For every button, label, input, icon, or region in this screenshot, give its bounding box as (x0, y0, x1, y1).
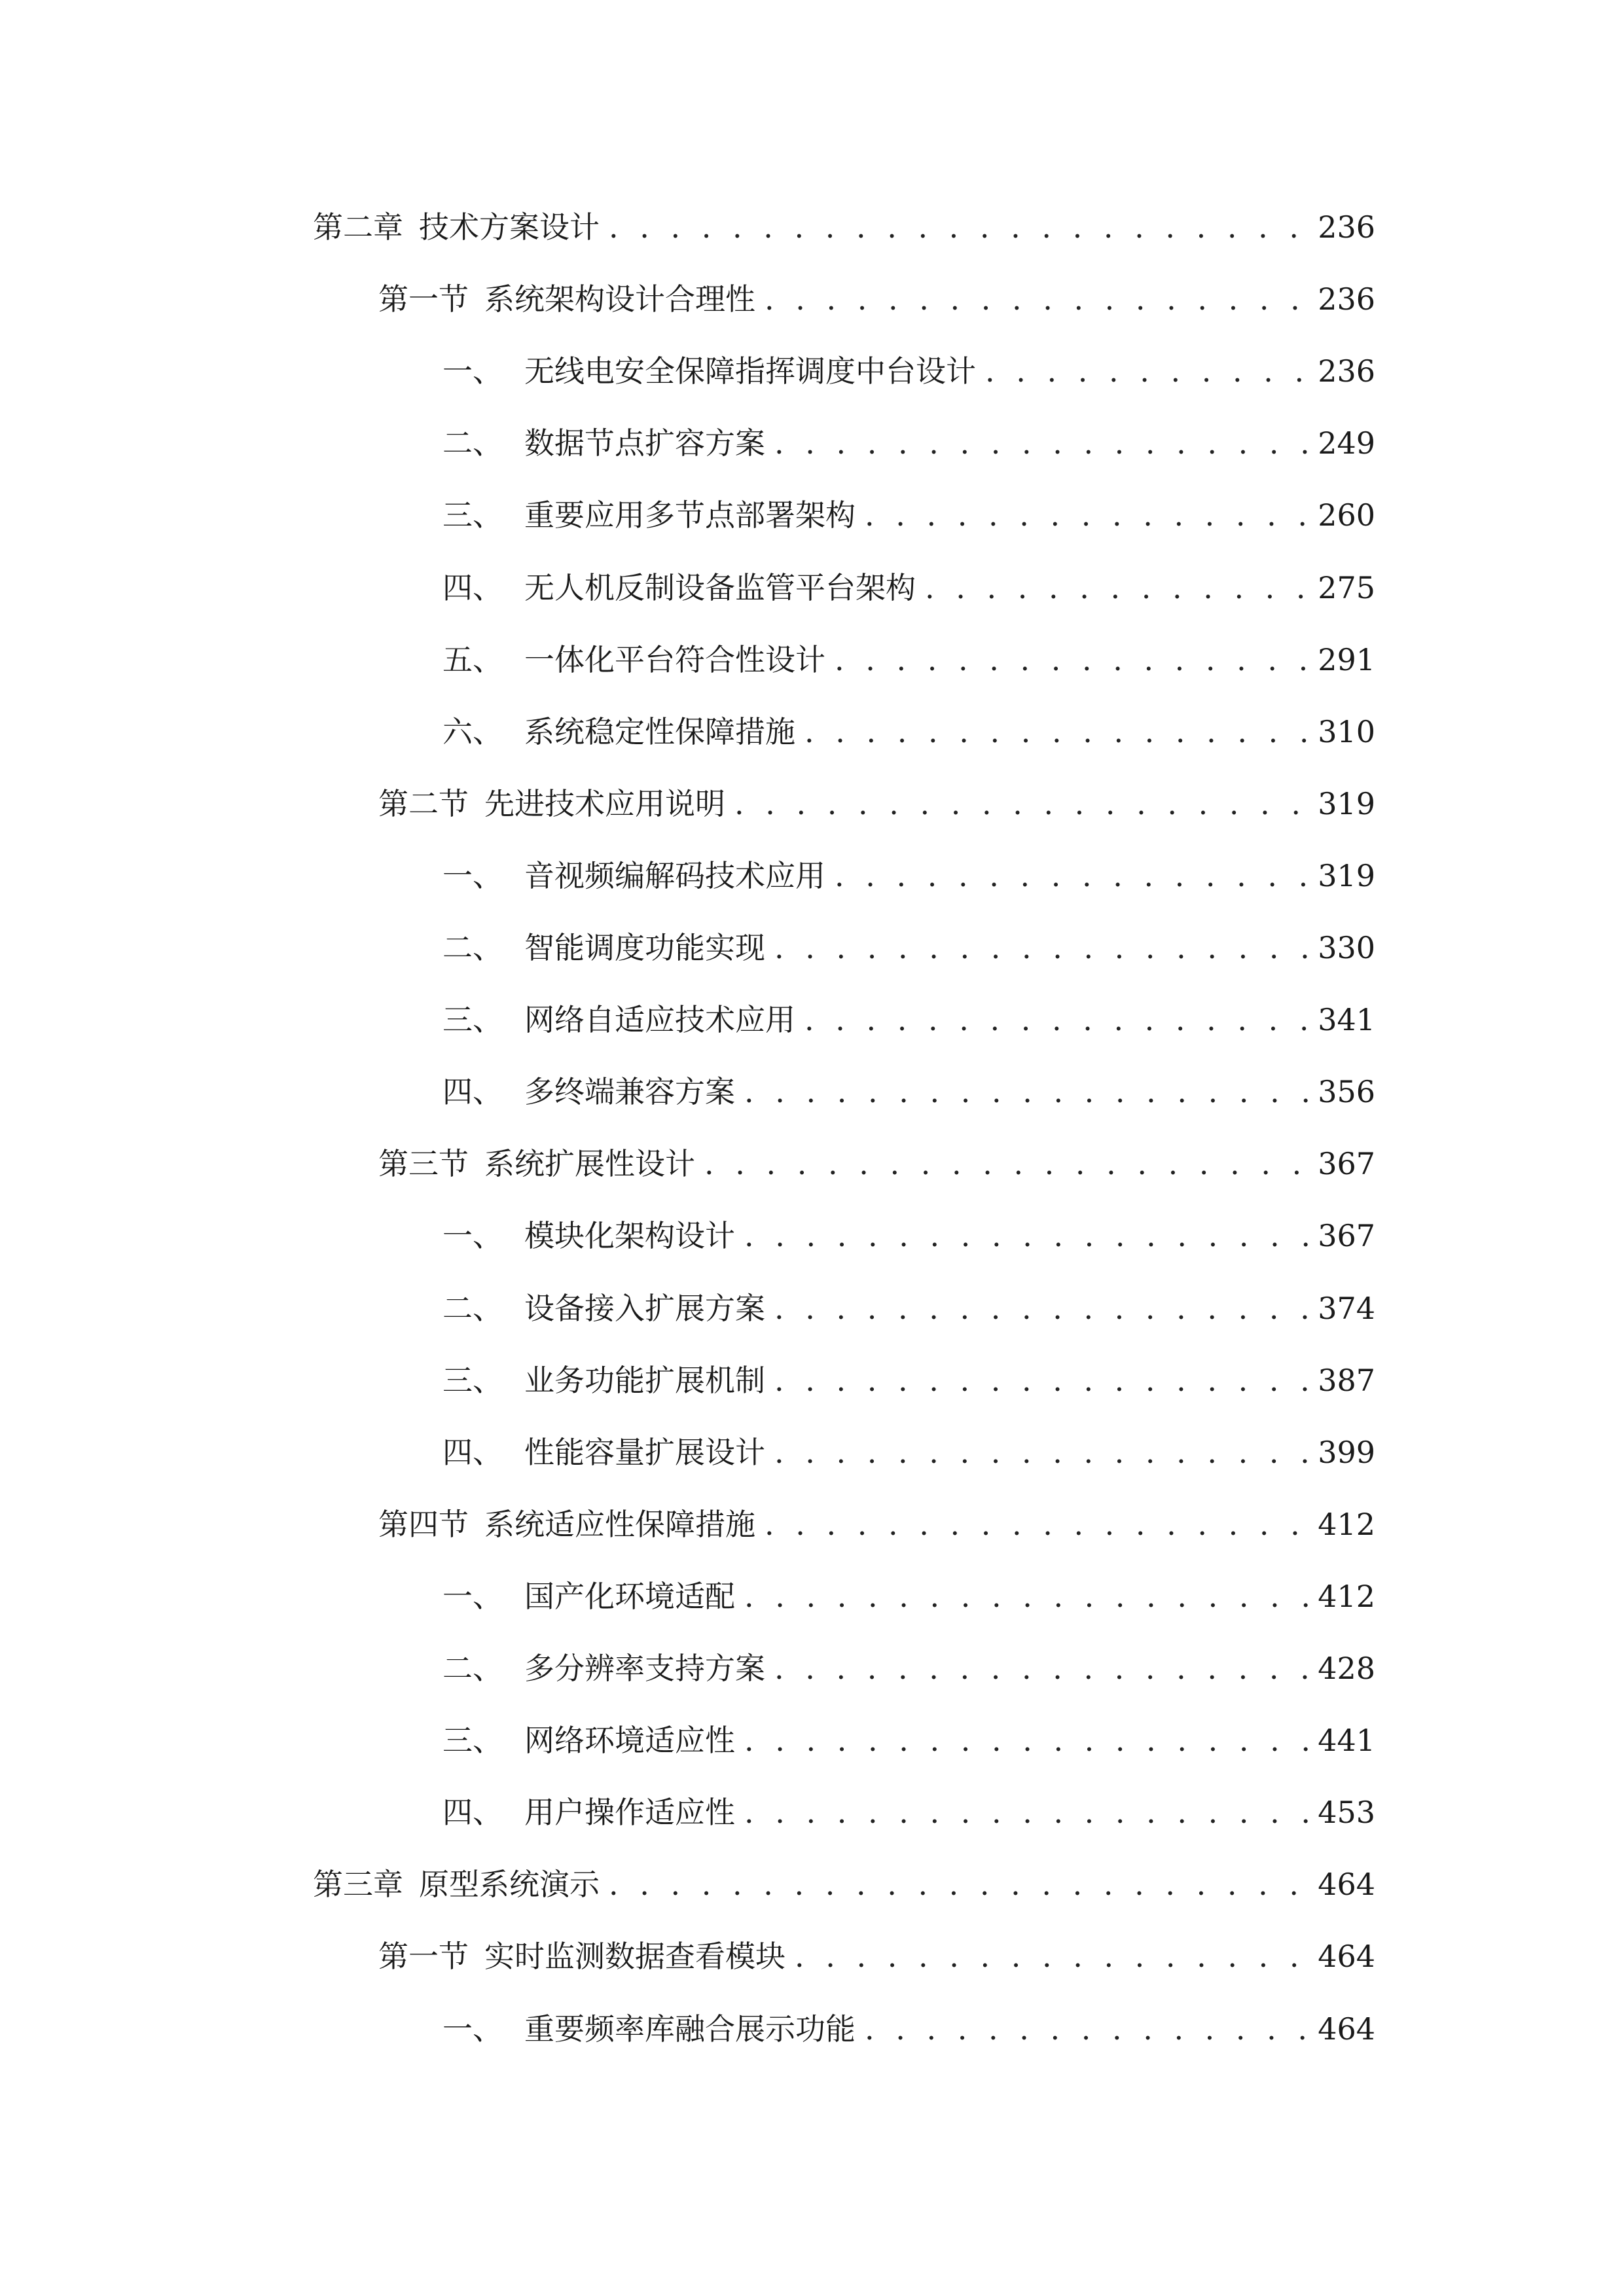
toc-entry-line (378, 263, 1375, 335)
toc-dot-leader (774, 407, 1308, 479)
toc-page-number: 319 (1318, 786, 1375, 821)
toc-entry-title: 用户操作适应性 (524, 1795, 735, 1830)
toc-entry-number: 三、 (442, 1723, 503, 1758)
toc-page-number: 236 (1318, 353, 1375, 389)
toc-page-number: 441 (1318, 1723, 1375, 1758)
toc-dot-leader (865, 479, 1308, 551)
toc-entry-title: 音视频编解码技术应用 (524, 858, 825, 893)
toc-entry[interactable] (0, 479, 1624, 551)
toc-entry-title: 智能调度功能实现 (524, 930, 765, 965)
toc-entry-line (442, 984, 1375, 1056)
toc-entry-line (442, 840, 1375, 912)
toc-page-number: 412 (1318, 1579, 1375, 1614)
toc-dot-leader (835, 624, 1308, 696)
toc-entry-title: 重要应用多节点部署架构 (524, 497, 856, 533)
toc-entry-number: 一、 (442, 2011, 503, 2047)
toc-entry-number: 五、 (442, 642, 503, 677)
toc-entry[interactable] (0, 1344, 1624, 1416)
toc-entry-title: 网络环境适应性 (524, 1723, 735, 1758)
toc-entry[interactable] (0, 1848, 1624, 1920)
toc-dot-leader (609, 191, 1308, 263)
toc-page-number: 330 (1318, 930, 1375, 965)
toc-entry-number: 第二节 (378, 786, 469, 821)
toc-entry-title: 模块化架构设计 (524, 1218, 735, 1253)
toc-entry-title: 系统架构设计合理性 (484, 281, 755, 317)
toc-dot-leader (765, 1488, 1308, 1560)
toc-entry-title: 数据节点扩容方案 (524, 425, 765, 461)
toc-page-number: 291 (1318, 642, 1375, 677)
toc-dot-leader (744, 1704, 1308, 1776)
toc-entry-number: 第四节 (378, 1507, 469, 1542)
toc-page-number: 464 (1318, 2011, 1375, 2047)
toc-entry[interactable] (0, 1993, 1624, 2065)
toc-entry-title: 业务功能扩展机制 (524, 1363, 765, 1398)
toc-entry-number: 第三章 (313, 1867, 403, 1902)
toc-dot-leader (744, 1776, 1308, 1848)
toc-entry[interactable] (0, 1776, 1624, 1848)
toc-page-number: 453 (1318, 1795, 1375, 1830)
toc-entry[interactable] (0, 696, 1624, 768)
toc-entry-line (442, 624, 1375, 696)
toc-dot-leader (744, 1200, 1308, 1272)
toc-entry-number: 二、 (442, 1651, 503, 1686)
toc-page-number: 236 (1318, 281, 1375, 317)
toc-entry[interactable] (0, 984, 1624, 1056)
toc-entry-number: 二、 (442, 1291, 503, 1326)
toc-entry-line (442, 912, 1375, 984)
toc-entry[interactable] (0, 1416, 1624, 1488)
toc-dot-leader (744, 1056, 1308, 1128)
toc-entry-number: 三、 (442, 1363, 503, 1398)
toc-dot-leader (704, 1128, 1308, 1200)
toc-entry-number: 三、 (442, 1002, 503, 1037)
toc-entry-line (378, 1920, 1375, 1992)
toc-entry[interactable] (0, 768, 1624, 840)
toc-entry-number: 一、 (442, 353, 503, 389)
toc-entry-line (442, 1344, 1375, 1416)
toc-entry-title: 一体化平台符合性设计 (524, 642, 825, 677)
toc-entry-line (442, 335, 1375, 407)
toc-entry[interactable] (0, 840, 1624, 912)
toc-entry[interactable] (0, 552, 1624, 624)
toc-entry-number: 二、 (442, 425, 503, 461)
toc-entry[interactable] (0, 1272, 1624, 1344)
toc-page-number: 319 (1318, 858, 1375, 893)
toc-entry[interactable] (0, 624, 1624, 696)
toc-entry[interactable] (0, 1704, 1624, 1776)
toc-entry-number: 第一节 (378, 281, 469, 317)
toc-entry-line (378, 1488, 1375, 1560)
toc-dot-leader (774, 1344, 1308, 1416)
toc-entry[interactable] (0, 1488, 1624, 1560)
toc-entry-line (442, 1993, 1375, 2065)
toc-entry[interactable] (0, 191, 1624, 263)
toc-entry-line (442, 696, 1375, 768)
toc-page-number: 236 (1318, 209, 1375, 245)
toc-dot-leader (804, 696, 1308, 768)
toc-entry[interactable] (0, 1128, 1624, 1200)
toc-dot-leader (774, 1416, 1308, 1488)
toc-entry-number: 六、 (442, 714, 503, 749)
toc-page-number: 367 (1318, 1218, 1375, 1253)
toc-page-number: 387 (1318, 1363, 1375, 1398)
toc-entry[interactable] (0, 1056, 1624, 1128)
toc-entry-line (442, 479, 1375, 551)
toc-entry-number: 一、 (442, 1579, 503, 1614)
toc-page-number: 341 (1318, 1002, 1375, 1037)
toc-entry-number: 第一节 (378, 1939, 469, 1974)
toc-entry-title: 多分辨率支持方案 (524, 1651, 765, 1686)
toc-entry-line (313, 1848, 1375, 1920)
toc-dot-leader (795, 1920, 1308, 1992)
toc-entry-title: 实时监测数据查看模块 (484, 1939, 785, 1974)
toc-entry-line (378, 768, 1375, 840)
toc-entry-title: 国产化环境适配 (524, 1579, 735, 1614)
toc-entry-number: 三、 (442, 497, 503, 533)
toc-entry-title: 技术方案设计 (419, 209, 600, 245)
toc-entry-line (442, 1056, 1375, 1128)
toc-entry-number: 一、 (442, 858, 503, 893)
toc-page-number: 464 (1318, 1939, 1375, 1974)
toc-entry-title: 重要频率库融合展示功能 (524, 2011, 856, 2047)
toc-entry-number: 四、 (442, 1074, 503, 1109)
toc-dot-leader (865, 1993, 1308, 2065)
toc-dot-leader (609, 1848, 1308, 1920)
toc-entry-title: 多终端兼容方案 (524, 1074, 735, 1109)
toc-entry-title: 系统扩展性设计 (484, 1146, 695, 1181)
toc-page-number: 275 (1318, 570, 1375, 605)
toc-page-number: 428 (1318, 1651, 1375, 1686)
toc-entry-line (442, 1704, 1375, 1776)
toc-entry-line (378, 1128, 1375, 1200)
toc-entry[interactable] (0, 1632, 1624, 1704)
toc-entry-title: 系统稳定性保障措施 (524, 714, 795, 749)
toc-entry-line (442, 552, 1375, 624)
toc-dot-leader (774, 1632, 1308, 1704)
toc-dot-leader (925, 552, 1308, 624)
toc-page-number: 367 (1318, 1146, 1375, 1181)
toc-entry[interactable] (0, 912, 1624, 984)
toc-page-number: 374 (1318, 1291, 1375, 1326)
toc-page-number: 356 (1318, 1074, 1375, 1109)
toc-dot-leader (774, 1272, 1308, 1344)
toc-entry-number: 四、 (442, 1435, 503, 1470)
toc-entry-number: 一、 (442, 1218, 503, 1253)
toc-entry[interactable] (0, 1200, 1624, 1272)
toc-dot-leader (744, 1560, 1308, 1632)
toc-entry-line (442, 1560, 1375, 1632)
toc-entry-line (442, 1632, 1375, 1704)
toc-entry-line (442, 1272, 1375, 1344)
toc-page-number: 464 (1318, 1867, 1375, 1902)
toc-entry-title: 网络自适应技术应用 (524, 1002, 795, 1037)
toc-entry[interactable] (0, 1920, 1624, 1992)
toc-entry-line (313, 191, 1375, 263)
toc-entry-number: 第三节 (378, 1146, 469, 1181)
toc-entry-title: 原型系统演示 (419, 1867, 600, 1902)
toc-entry-title: 系统适应性保障措施 (484, 1507, 755, 1542)
toc-dot-leader (774, 912, 1308, 984)
toc-entry-title: 性能容量扩展设计 (524, 1435, 765, 1470)
toc-page-number: 249 (1318, 425, 1375, 461)
toc-dot-leader (985, 335, 1308, 407)
toc-entry-number: 二、 (442, 930, 503, 965)
toc-entry-title: 设备接入扩展方案 (524, 1291, 765, 1326)
toc-entry[interactable] (0, 335, 1624, 407)
toc-dot-leader (765, 263, 1308, 335)
toc-entry[interactable] (0, 407, 1624, 479)
toc-entry[interactable] (0, 1560, 1624, 1632)
toc-dot-leader (835, 840, 1308, 912)
toc-page-number: 399 (1318, 1435, 1375, 1470)
toc-entry[interactable] (0, 263, 1624, 335)
toc-dot-leader (734, 768, 1308, 840)
toc-dot-leader (804, 984, 1308, 1056)
toc-page-number: 260 (1318, 497, 1375, 533)
toc-entry-line (442, 1416, 1375, 1488)
toc-entry-line (442, 1200, 1375, 1272)
toc-entry-title: 无人机反制设备监管平台架构 (524, 570, 916, 605)
toc-entry-line (442, 1776, 1375, 1848)
toc-entry-title: 先进技术应用说明 (484, 786, 725, 821)
toc-entry-number: 四、 (442, 570, 503, 605)
toc-entry-line (442, 407, 1375, 479)
toc-page-number: 412 (1318, 1507, 1375, 1542)
toc-page-number: 310 (1318, 714, 1375, 749)
toc-entry-number: 第二章 (313, 209, 403, 245)
toc-entry-title: 无线电安全保障指挥调度中台设计 (524, 353, 976, 389)
toc-entry-number: 四、 (442, 1795, 503, 1830)
